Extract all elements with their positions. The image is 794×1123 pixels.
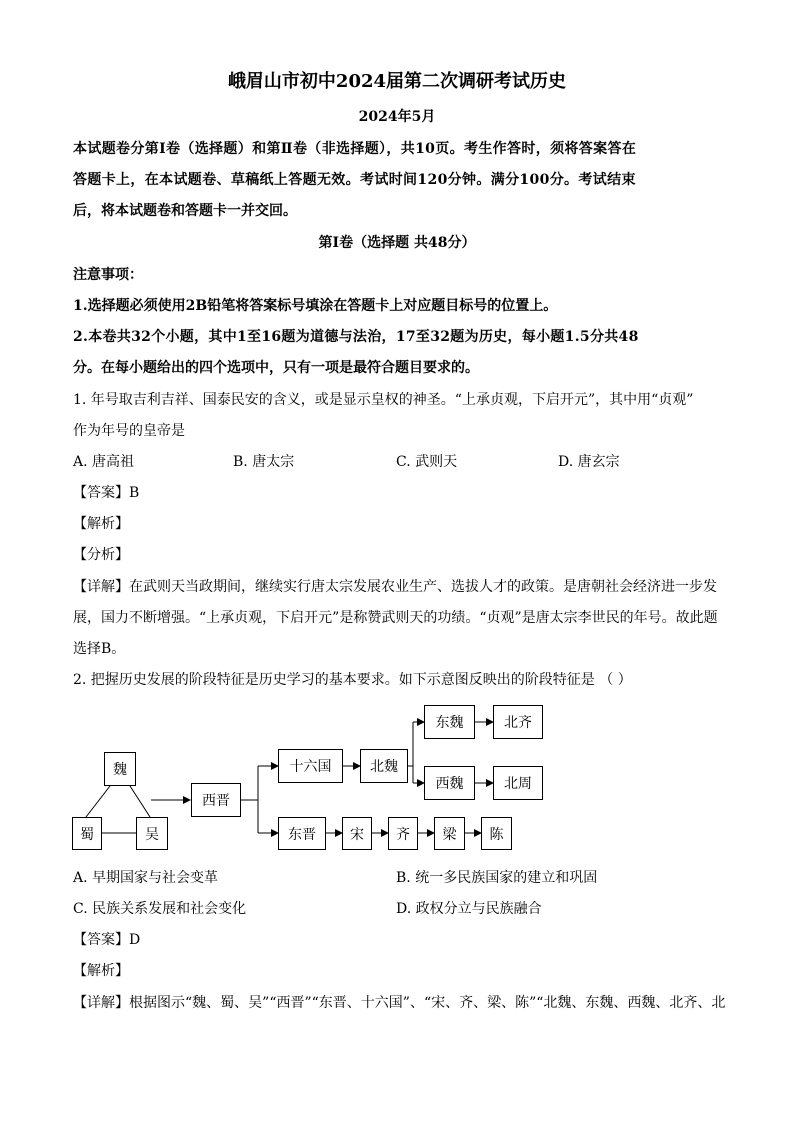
box-song: 宋 bbox=[342, 817, 372, 850]
q1-analysis-label: 【解析】 bbox=[73, 516, 129, 532]
page-title: 峨眉山市初中2024届第二次调研考试历史 bbox=[227, 71, 567, 92]
box-xijin: 西晋 bbox=[191, 783, 241, 817]
q2-option-b: B. 统一多民族国家的建立和巩固 bbox=[396, 870, 598, 886]
q1-option-b: B. 唐太宗 bbox=[233, 454, 295, 470]
exam-date: 2024年5月 bbox=[358, 109, 436, 125]
box-wu: 吴 bbox=[136, 817, 168, 850]
box-wei: 魏 bbox=[104, 752, 136, 786]
q2-answer: 【答案】D bbox=[73, 932, 141, 948]
q2-detail-line-1: 【详解】根据图示“魏、蜀、吴”“西晋”“东晋、十六国”、“宋、齐、梁、陈”“北魏、东魏、西魏、北齐、北 bbox=[73, 995, 726, 1011]
intro-line-2: 答题卡上，在本试题卷、草稿纸上答题无效。考试时间120分钟。满分100分。考试结束 bbox=[73, 172, 636, 188]
q2-option-a: A. 早期国家与社会变革 bbox=[73, 870, 219, 886]
box-chen: 陈 bbox=[481, 817, 512, 850]
box-xiwei: 西魏 bbox=[424, 766, 475, 800]
box-dongjin: 东晋 bbox=[278, 817, 326, 850]
box-beizhou: 北周 bbox=[493, 766, 543, 800]
box-qi: 齐 bbox=[388, 817, 418, 850]
section-title: 第Ⅰ卷（选择题 共48分） bbox=[318, 235, 476, 251]
q2-analysis-label: 【解析】 bbox=[73, 963, 129, 979]
q2-option-d: D. 政权分立与民族融合 bbox=[396, 901, 542, 917]
notes-heading: 注意事项： bbox=[73, 267, 143, 283]
box-liang: 梁 bbox=[434, 817, 465, 850]
notes-line-3: 分。在每小题给出的四个选项中，只有一项是最符合题目要求的。 bbox=[73, 360, 479, 376]
q1-option-a: A. 唐高祖 bbox=[73, 454, 135, 470]
q1-stem-line-2: 作为年号的皇帝是 bbox=[73, 423, 185, 439]
q1-fenxi-label: 【分析】 bbox=[73, 547, 129, 563]
q2-stem: 2. 把握历史发展的阶段特征是历史学习的基本要求。如下示意图反映出的阶段特征是 （ ） bbox=[73, 672, 632, 688]
notes-line-2: 2.本卷共32个小题，其中1至16题为道德与法治，17至32题为历史，每小题1.5分共48 bbox=[73, 329, 639, 345]
notes-line-1: 1.选择题必须使用2B铅笔将答案标号填涂在答题卡上对应题目标号的位置上。 bbox=[73, 298, 558, 314]
intro-line-3: 后，将本试题卷和答题卡一并交回。 bbox=[73, 203, 297, 219]
q2-option-c: C. 民族关系发展和社会变化 bbox=[73, 901, 247, 917]
box-beiwei: 北魏 bbox=[360, 749, 408, 783]
box-dongwei: 东魏 bbox=[424, 705, 475, 739]
q1-answer: 【答案】B bbox=[73, 485, 140, 501]
q1-option-c: C. 武则天 bbox=[396, 454, 458, 470]
q1-detail-line-3: 选择B。 bbox=[73, 641, 126, 657]
q1-detail-line-1: 【详解】在武则天当政期间，继续实行唐太宗发展农业生产、选拔人才的政策。是唐朝社会经济进一步发 bbox=[73, 579, 717, 595]
q1-detail-line-2: 展，国力不断增强。“上承贞观，下启开元”是称赞武则天的功绩。“贞观”是唐太宗李世民的年号。故此题 bbox=[73, 610, 718, 626]
q1-stem-line-1: 1. 年号取吉利吉祥、国泰民安的含义，或是显示皇权的神圣。“上承贞观，下启开元”，其中用“贞观” bbox=[73, 392, 694, 408]
box-shiliuguo: 十六国 bbox=[278, 749, 343, 783]
q1-option-d: D. 唐玄宗 bbox=[558, 454, 620, 470]
box-shu: 蜀 bbox=[72, 817, 102, 850]
intro-line-1: 本试题卷分第Ⅰ卷（选择题）和第Ⅱ卷（非选择题），共10页。考生作答时，须将答案答在 bbox=[73, 141, 637, 157]
box-beiqi: 北齐 bbox=[493, 705, 543, 739]
